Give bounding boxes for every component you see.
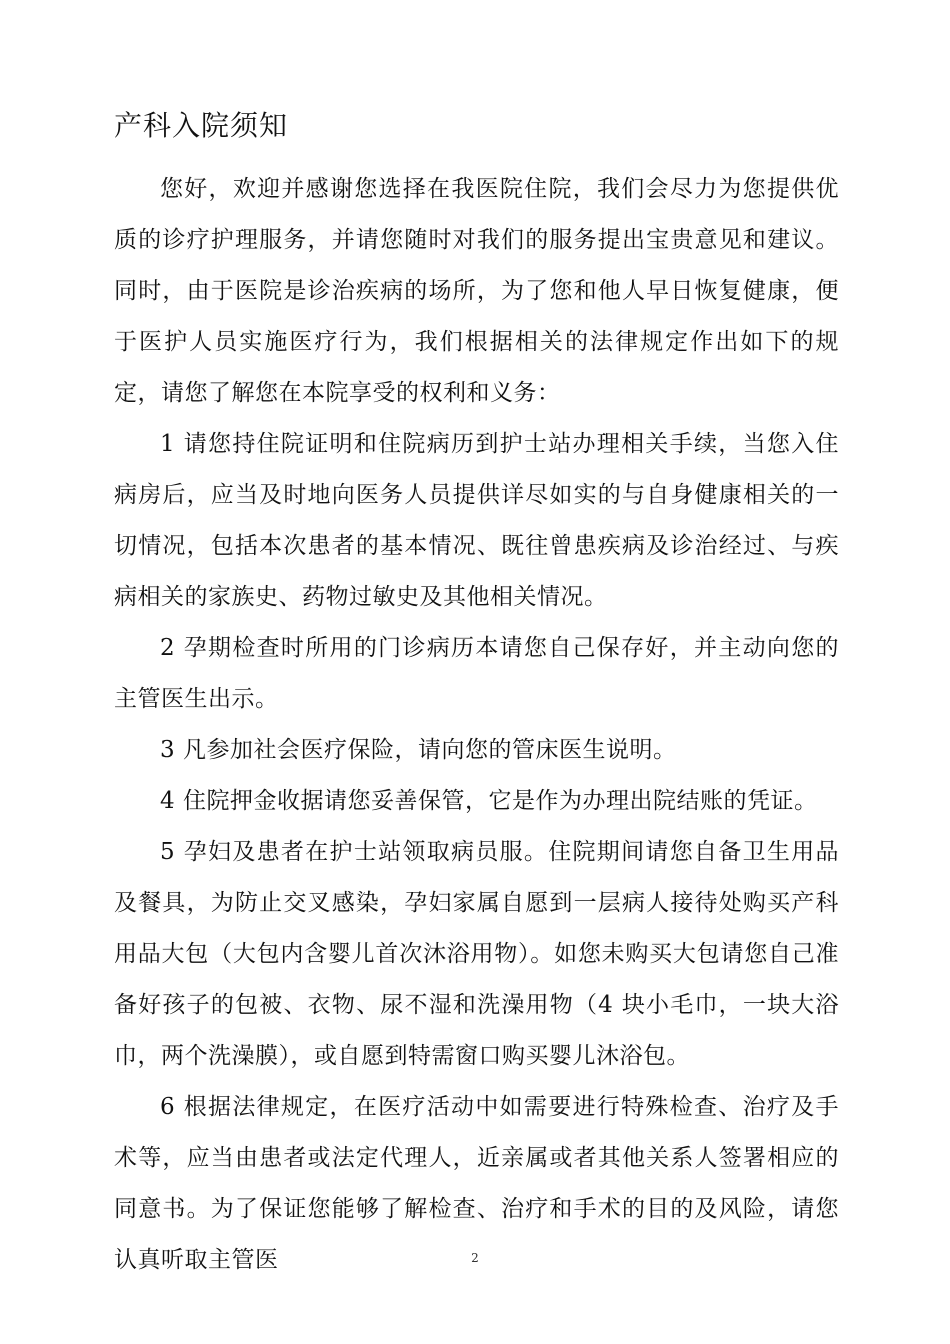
intro-paragraph: 您好，欢迎并感谢您选择在我医院住院，我们会尽力为您提供优质的诊疗护理服务，并请您随时对我们的服务提出宝贵意见和建议。同时，由于医院是诊治疾病的场所，为了您和他人早日恢复健康，便于医护人员实施医疗行为，我们根据相关的法律规定作出如下的规定，请您了解您在本院享受的权利和义务： xyxy=(114,176,839,406)
document-title: 产科入院须知 xyxy=(114,109,289,142)
rule-paragraph-1: 1 请您持住院证明和住院病历到护士站办理相关手续，当您入住病房后，应当及时地向医务人员提供详尽如实的与自身健康相关的一切情况，包括本次患者的基本情况、既往曾患疾病及诊治经过、与疾病相关的家族史、药物过敏史及其他相关情况。 xyxy=(114,431,839,610)
rule-paragraph-2: 2 孕期检查时所用的门诊病历本请您自己保存好，并主动向您的主管医生出示。 xyxy=(114,635,839,712)
rule-paragraph-5: 5 孕妇及患者在护士站领取病员服。住院期间请您自备卫生用品及餐具，为防止交叉感染，孕妇家属自愿到一层病人接待处购买产科用品大包（大包内含婴儿首次沐浴用物）。如您未购买大包请您自己准备好孩子的包被、衣物、尿不湿和洗澡用物（4 块小毛巾，一块大浴巾，两个洗澡膜），或自愿到特需窗口购买婴儿沐浴包。 xyxy=(114,839,839,1069)
page-number: 2 xyxy=(471,1251,479,1265)
rule-paragraph-4: 4 住院押金收据请您妥善保管，它是作为办理出院结账的凭证。 xyxy=(160,788,818,814)
document-body xyxy=(114,164,839,1286)
rule-paragraph-3: 3 凡参加社会医疗保险，请向您的管床医生说明。 xyxy=(160,737,677,763)
rule-paragraph-6: 6 根据法律规定，在医疗活动中如需要进行特殊检查、治疗及手术等，应当由患者或法定代理人，近亲属或者其他关系人签署相应的同意书。为了保证您能够了解检查、治疗和手术的目的及风险，请您认真听取主管医 xyxy=(114,1094,839,1273)
